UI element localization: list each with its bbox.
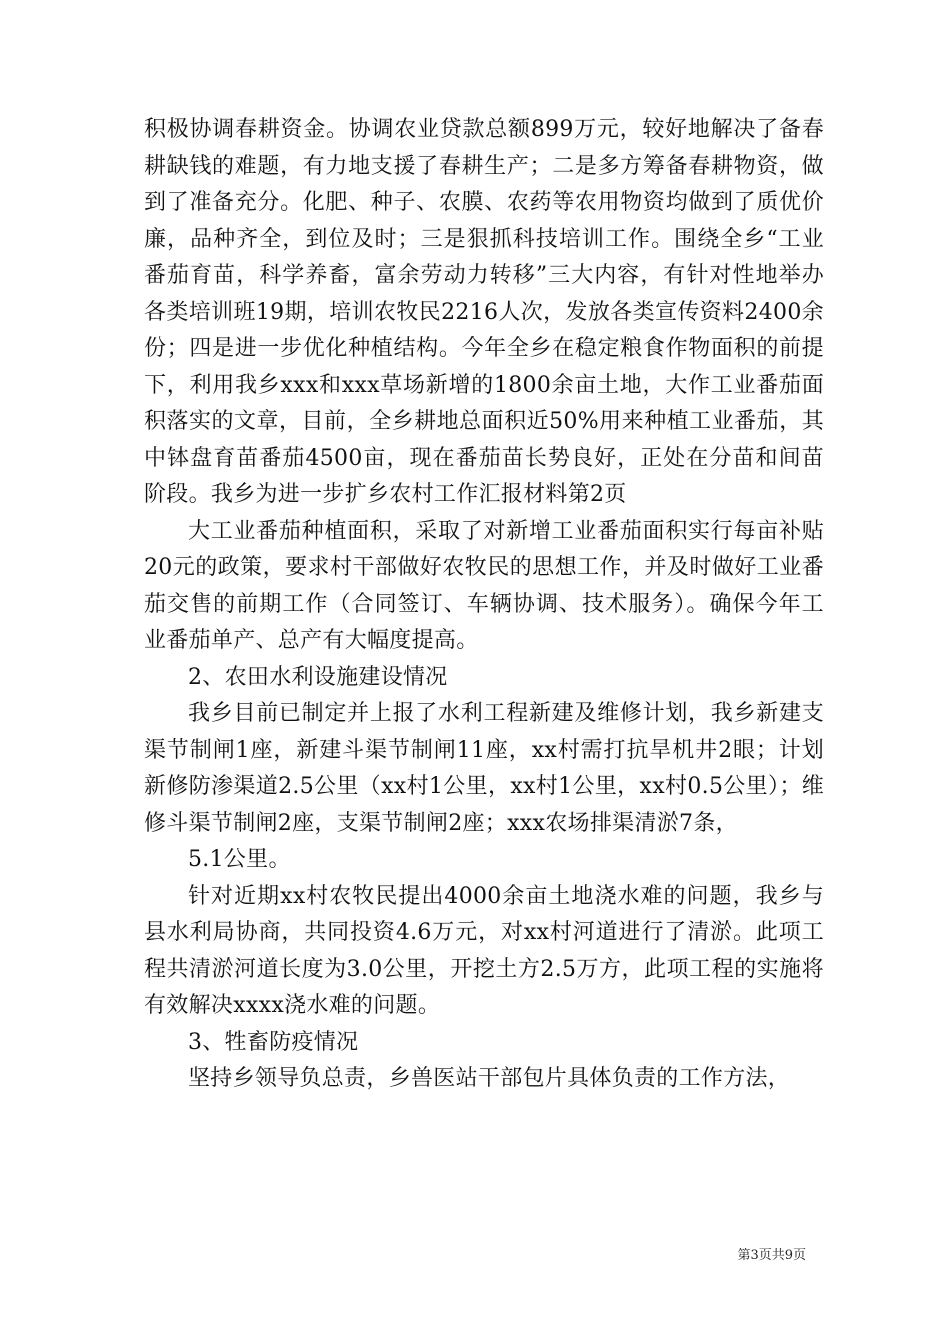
paragraph-2: 大工业番茄种植面积，采取了对新增工业番茄面积实行每亩补贴20元的政策，要求村干部做好农牧民的思想工作，并及时做好工业番茄交售的前期工作（合同签订、车辆协调、技术服务）。确保今年工业番茄单产、总产有大幅度提高。 bbox=[144, 518, 824, 653]
page-number-footer: 第3页共9页 bbox=[737, 1248, 806, 1263]
paragraph-1: 积极协调春耕资金。协调农业贷款总额899万元，较好地解决了备春耕缺钱的难题，有力地支援了春耕生产；二是多方筹备春耕物资，做到了准备充分。化肥、种子、农膜、农药等农用物资均做到了质优价廉，品种齐全，到位及时；三是狠抓科技培训工作。围绕全乡“工业番茄育苗，科学养畜，富余劳动力转移”三大内容，有针对性地举办各类培训班19期，培训农牧民2216人次，发放各类宣传资料2400余份；四是进一步优化种植结构。今年全乡在稳定粮食作物面积的前提下，利用我乡xxx和xxx草场新增的1800余亩土地，大作工业番茄面积落实的文章，目前，全乡耕地总面积近50%用来种植工业番茄，其中钵盘育苗番茄4500亩，现在番茄苗长势良好，正处在分苗和间苗阶段。我乡为进一步扩乡农村工作汇报材料第2页 bbox=[144, 117, 824, 507]
paragraph-3: 我乡目前已制定并上报了水利工程新建及维修计划，我乡新建支渠节制闸1座，新建斗渠节制闸11座，xx村需打抗旱机井2眼；计划新修防渗渠道2.5公里（xx村1公里，xx村1公里，xx村0.5公里）；维修斗渠节制闸2座，支渠节制闸2座；xxx农场排渠清淤7条， bbox=[144, 701, 824, 836]
paragraph-6: 坚持乡领导负总责，乡兽医站干部包片具体负责的工作方法， bbox=[188, 1066, 791, 1091]
paragraph-4: 5.1公里。 bbox=[188, 847, 291, 872]
section-heading-irrigation: 2、农田水利设施建设情况 bbox=[188, 664, 448, 690]
document-body bbox=[144, 112, 824, 1098]
section-heading-livestock: 3、牲畜防疫情况 bbox=[188, 1029, 359, 1055]
paragraph-5: 针对近期xx村农牧民提出4000余亩土地浇水难的问题，我乡与县水利局协商，共同投资4.6万元，对xx村河道进行了清淤。此项工程共清淤河道长度为3.0公里，开挖土方2.5万方，此项工程的实施将有效解决xxxx浇水难的问题。 bbox=[144, 883, 824, 1018]
